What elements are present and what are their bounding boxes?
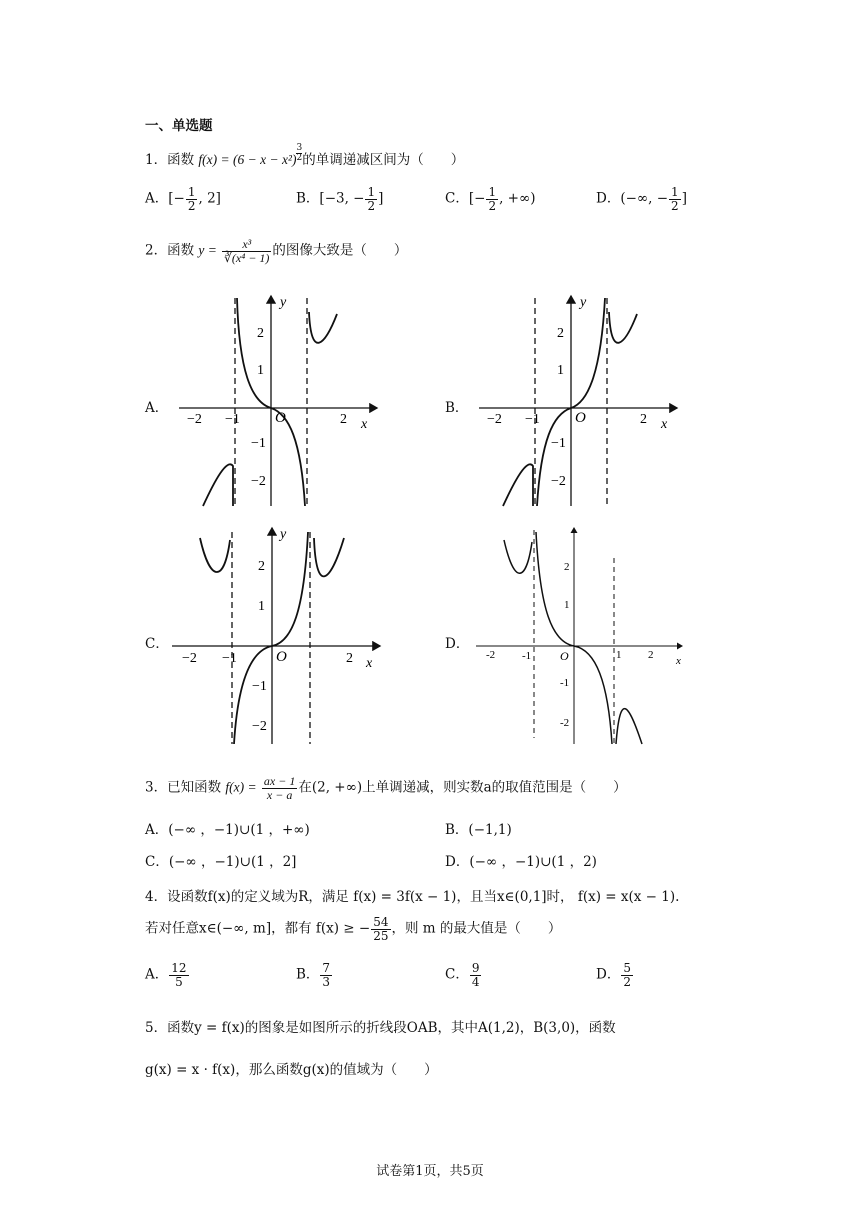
question-5-line2: g(x) = x · f(x)，那么函数g(x)的值域为（ ） [145,1062,438,1078]
option-label: A． [145,966,169,983]
q1-option-d[interactable] [596,186,687,212]
curve-right [314,538,344,576]
option-label: B． [296,190,320,207]
svg-text:−2: −2 [487,412,502,427]
option-label: D． [596,966,621,983]
q1-option-a[interactable] [145,186,221,212]
origin-label: O [560,649,569,663]
curve-left [504,540,532,573]
frac-num: 1 [187,185,196,199]
curve-right [309,312,337,343]
q3-option-d[interactable] [445,850,597,870]
q1-option-b[interactable] [296,186,383,212]
question-5 [145,1016,616,1036]
svg-text:−2: −2 [252,719,267,734]
exponent-numerator: 3 [296,143,303,153]
option-label: C． [445,190,469,207]
svg-text:2: 2 [257,326,264,341]
svg-text:-2: -2 [486,649,496,661]
graph-d [470,522,690,748]
svg-text:2: 2 [258,559,265,574]
frac-num: 1 [367,185,376,199]
svg-text:1: 1 [564,599,570,611]
graph-d-label[interactable]: D． [445,636,470,652]
curve-left [503,464,533,506]
graph-a-label[interactable]: A． [145,400,169,416]
formula: f(x) = (6 − x − x²) [198,152,297,167]
option-label: B． [445,822,469,838]
frac-den: 3 [322,974,331,989]
y-axis-label: y [280,527,287,542]
question-2 [145,238,407,264]
svg-text:−2: −2 [182,651,197,666]
frac-den: 25 [373,928,389,943]
svg-text:1: 1 [258,599,265,614]
question-4 [145,885,679,905]
origin-label: O [276,649,287,665]
option-text: (−∞ ，−1)∪(1 ，2) [469,854,597,870]
question-text: 设函数f(x)的定义域为R，满足 f(x) = 3f(x − 1)，且当x∈(0,1]时， f(x) = x(x − 1). [167,889,680,905]
svg-text:1: 1 [557,363,564,378]
svg-text:−1: −1 [252,679,267,694]
option-text: [−3, − [319,190,365,207]
frac-num: 1 [671,185,679,199]
svg-text:−2: −2 [251,474,266,489]
svg-text:1: 1 [616,649,622,661]
option-text: , 2] [198,190,221,207]
question-text: 函数 [167,152,195,168]
q3-option-a[interactable] [145,818,310,838]
frac-den: 2 [671,198,679,213]
option-label: B． [296,966,320,983]
frac-den: 2 [187,198,196,213]
option-label: C． [445,966,469,983]
question-text: 函数y = f(x)的图象是如图所示的折线段OAB，其中A(1,2)，B(3,0)，函数 [167,1020,616,1036]
y-axis-label: y [580,295,587,310]
frac-den: ∛(x⁴ − 1) [224,250,270,265]
question-3 [145,775,627,801]
x-axis-label: x [361,417,368,432]
curve-left [200,538,230,572]
svg-text:2: 2 [640,412,647,427]
option-text: (−1,1) [468,822,512,838]
frac-num: 1 [488,185,497,199]
graph-b-label[interactable]: B． [445,400,469,416]
question-number: 5． [145,1020,168,1036]
svg-text:−1: −1 [525,412,540,427]
frac-den: 2 [488,198,497,213]
q3-option-c[interactable] [145,850,296,870]
curve-middle [234,532,308,744]
x-axis-label: x [676,655,681,667]
origin-label: O [275,410,286,426]
question-number: 4． [145,889,168,905]
origin-label: O [575,410,586,426]
frac-num: 7 [322,961,331,975]
frac-num: 54 [373,915,389,929]
option-text: [− [468,190,486,207]
x-axis-label: x [661,417,668,432]
option-text: (−∞ ，−1)∪(1 ，2] [168,854,297,870]
graph-b [475,290,685,510]
frac-den: 4 [471,974,480,989]
svg-text:-2: -2 [560,717,570,729]
formula: y = [198,242,217,258]
frac-num: 5 [623,961,631,975]
option-label: D． [445,854,470,870]
q3-option-b[interactable] [445,818,512,838]
curve-right [616,709,642,744]
option-label: C． [145,854,169,870]
q4-option-a[interactable] [145,962,190,988]
q1-option-c[interactable] [445,186,536,212]
question-text: 在(2, +∞)上单调递减，则实数a的取值范围是（ ） [298,779,627,796]
option-text: , +∞) [499,190,536,207]
svg-text:2: 2 [557,326,564,341]
option-text: ] [681,190,687,207]
formula: f(x) = [225,779,257,795]
frac-den: 5 [175,974,183,989]
option-text: ] [378,190,384,207]
frac-num: 12 [171,961,187,975]
question-text: 的图像大致是（ ） [272,242,408,259]
graph-c-label[interactable]: C． [145,636,169,652]
frac-num: 9 [471,961,480,975]
frac-den: x − a [266,787,293,802]
question-4-line2 [145,916,561,942]
q4-option-d[interactable] [596,962,634,988]
svg-text:2: 2 [346,651,353,666]
svg-text:-1: -1 [560,677,570,689]
question-number: 2． [145,242,168,259]
option-label: A． [145,822,169,838]
question-text: ，则 m 的最大值是（ ） [391,920,562,937]
frac-den: 2 [367,198,376,213]
question-text: 函数 [167,242,195,259]
question-1 [145,143,465,168]
frac-num: ax − 1 [263,774,296,788]
svg-text:−1: −1 [225,412,240,427]
curve-left [203,464,233,506]
y-axis-label: y [280,295,287,310]
option-text: (−∞, − [620,190,669,207]
question-number: 3． [145,779,168,796]
question-text: 的单调递减区间为（ ） [302,152,465,168]
section-title: 一、单选题 [145,118,213,134]
frac-num: x³ [222,238,271,252]
q4-option-c[interactable] [445,962,482,988]
option-label: A． [145,190,169,207]
svg-text:2: 2 [340,412,347,427]
svg-text:−1: −1 [251,436,266,451]
page-footer: 试卷第1页，共5页 [376,1164,484,1179]
svg-text:−1: −1 [551,436,566,451]
q4-option-b[interactable] [296,962,333,988]
svg-text:1: 1 [257,363,264,378]
question-number: 1． [145,152,168,168]
svg-text:−2: −2 [187,412,202,427]
exponent-denominator: 2 [296,153,303,163]
option-text: [− [168,190,185,207]
graph-c [168,522,388,748]
svg-text:2: 2 [564,561,570,573]
option-label: D． [596,190,621,207]
frac-den: 2 [623,974,631,989]
graph-a [175,290,385,510]
question-text: 已知函数 [167,779,222,796]
curve-right [609,312,637,343]
svg-text:−2: −2 [551,474,566,489]
svg-text:-1: -1 [522,650,532,662]
option-text: (−∞ ，−1)∪(1 ，+∞) [168,822,310,838]
question-text: 若对任意x∈(−∞, m]，都有 f(x) ≥ − [145,920,371,937]
svg-text:−1: −1 [222,651,237,666]
x-axis-label: x [366,656,373,671]
svg-text:2: 2 [648,649,654,661]
